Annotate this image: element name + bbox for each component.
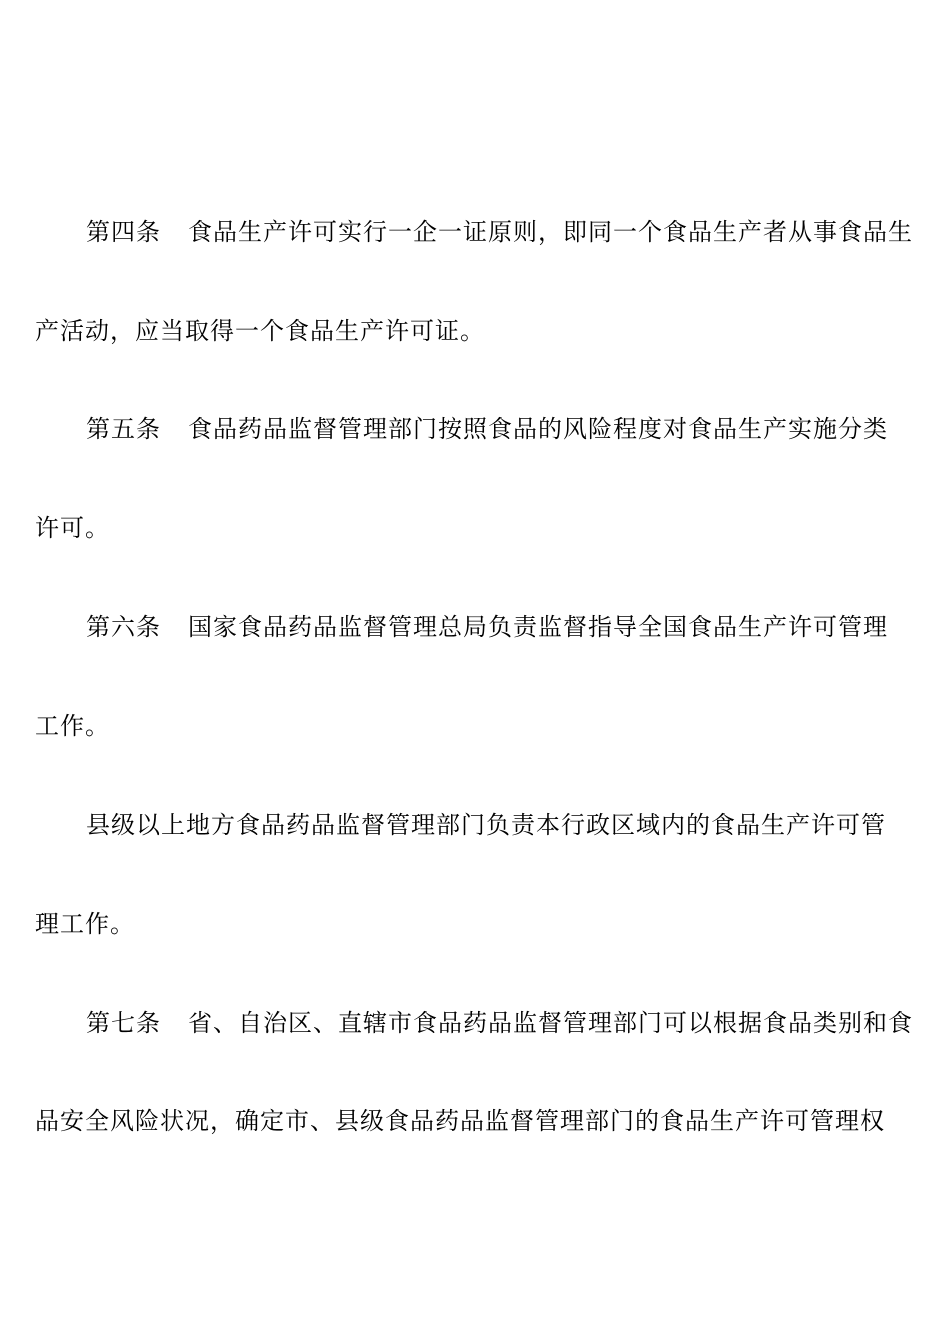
paragraph-text: 理工作。 [35,910,135,938]
paragraph-line [86,217,913,247]
paragraph-line [86,414,888,444]
paragraph-text: 产活动，应当取得一个食品生产许可证。 [35,317,485,345]
article-number: 第五条 [86,415,161,443]
paragraph-text: 县级以上地方食品药品监督管理部门负责本行政区域内的食品生产许可管 [86,811,886,839]
article-number: 第四条 [86,218,161,246]
paragraph-text: 品安全风险状况，确定市、县级食品药品监督管理部门的食品生产许可管理权 [35,1107,885,1135]
paragraph-text: 食品药品监督管理部门按照食品的风险程度对食品生产实施分类 [188,415,888,443]
paragraph-text: 国家食品药品监督管理总局负责监督指导全国食品生产许可管理 [188,613,888,641]
paragraph-text: 省、自治区、直辖市食品药品监督管理部门可以根据食品类别和食 [188,1009,913,1037]
paragraph-line [35,1106,885,1136]
article-number: 第七条 [86,1009,161,1037]
paragraph-line [35,316,485,346]
paragraph-line [35,711,110,741]
paragraph-text: 工作。 [35,712,110,740]
paragraph-line [86,810,886,840]
paragraph-line [35,513,110,543]
paragraph-text: 许可。 [35,514,110,542]
paragraph-line [86,1008,913,1038]
article-number: 第六条 [86,613,161,641]
paragraph-text: 食品生产许可实行一企一证原则，即同一个食品生产者从事食品生 [188,218,913,246]
paragraph-line [35,909,135,939]
paragraph-line [86,612,888,642]
